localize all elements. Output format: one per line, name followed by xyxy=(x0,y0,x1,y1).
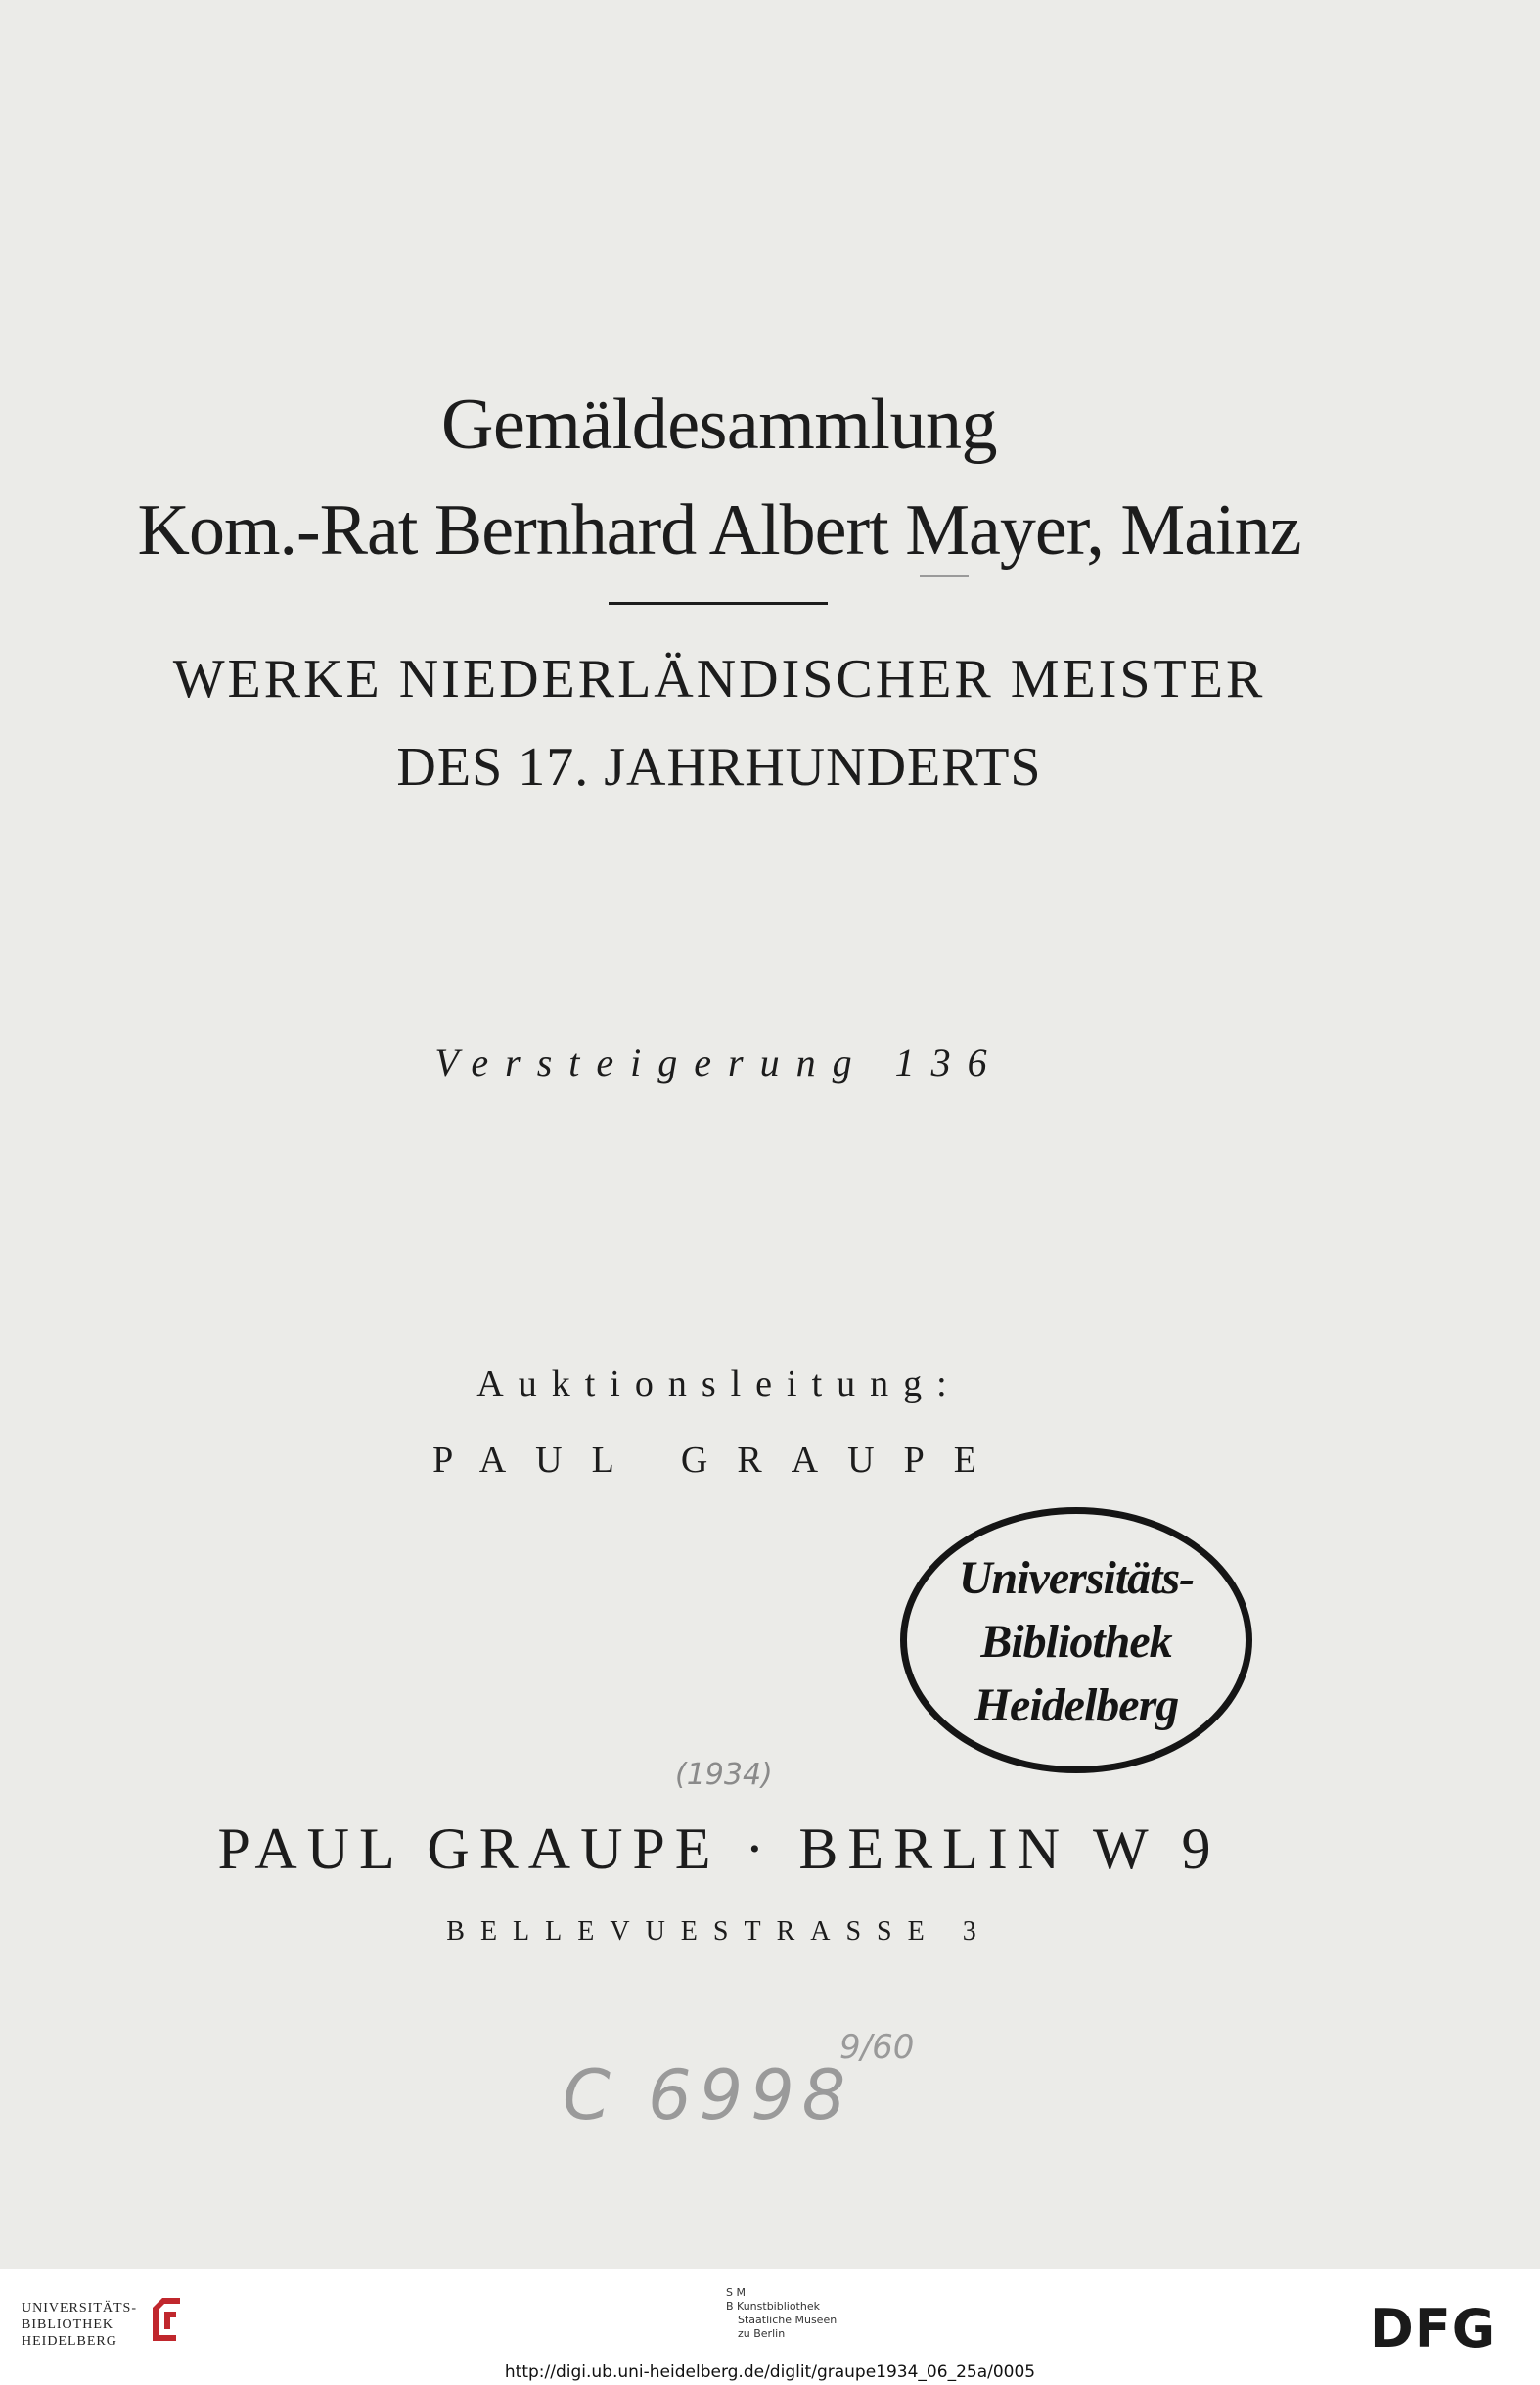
library-stamp xyxy=(900,1507,1252,1771)
logo-line-3: HEIDELBERG xyxy=(22,2334,117,2349)
auction-director: PAUL GRAUPE xyxy=(432,1440,1006,1481)
pencil-call-number: C 6998 xyxy=(563,2055,854,2135)
smb-line-2: B Kunstbibliothek xyxy=(726,2300,820,2313)
pencil-year-note: (1934) xyxy=(675,1758,773,1792)
smb-line-1: S M xyxy=(726,2286,746,2299)
dfg-logo[interactable]: DFG xyxy=(1370,2298,1497,2360)
smb-kunstbibliothek-logo[interactable] xyxy=(726,2286,837,2341)
stamp-line-1: Universitäts- xyxy=(958,1552,1195,1604)
publisher-address: BELLEVUESTRASSE 3 xyxy=(446,1916,992,1947)
smb-line-3: Staatliche Museen xyxy=(738,2314,838,2326)
auction-direction-label: Auktionsleitung: xyxy=(476,1363,962,1404)
collection-owner: Kom.-Rat Bernhard Albert Mayer, Mainz xyxy=(137,490,1301,571)
auction-number: Versteigerung 136 xyxy=(434,1040,1004,1084)
subtitle-line-2: DES 17. JAHRHUNDERTS xyxy=(396,737,1042,798)
library-mark-icon xyxy=(147,2290,186,2345)
digitization-footer xyxy=(0,2269,1540,2385)
publisher-name: PAUL GRAUPE · BERLIN W 9 xyxy=(217,1816,1221,1881)
smb-line-4: zu Berlin xyxy=(738,2327,786,2340)
heidelberg-library-logo[interactable] xyxy=(22,2300,137,2350)
collection-title: Gemäldesammlung xyxy=(441,385,997,465)
stamp-line-3: Heidelberg xyxy=(974,1679,1179,1731)
logo-line-1: UNIVERSITÄTS- xyxy=(22,2301,137,2316)
subtitle-line-1: WERKE NIEDERLÄNDISCHER MEISTER xyxy=(172,649,1266,710)
ink-smudge xyxy=(920,575,969,577)
logo-line-2: BIBLIOTHEK xyxy=(22,2317,113,2332)
source-url-link[interactable]: http://digi.ub.uni-heidelberg.de/diglit/graupe1934_06_25a/0005 xyxy=(504,2362,1036,2382)
stamp-line-2: Bibliothek xyxy=(980,1616,1172,1668)
title-divider xyxy=(609,602,828,605)
pencil-fraction-note: 9/60 xyxy=(839,2028,915,2067)
